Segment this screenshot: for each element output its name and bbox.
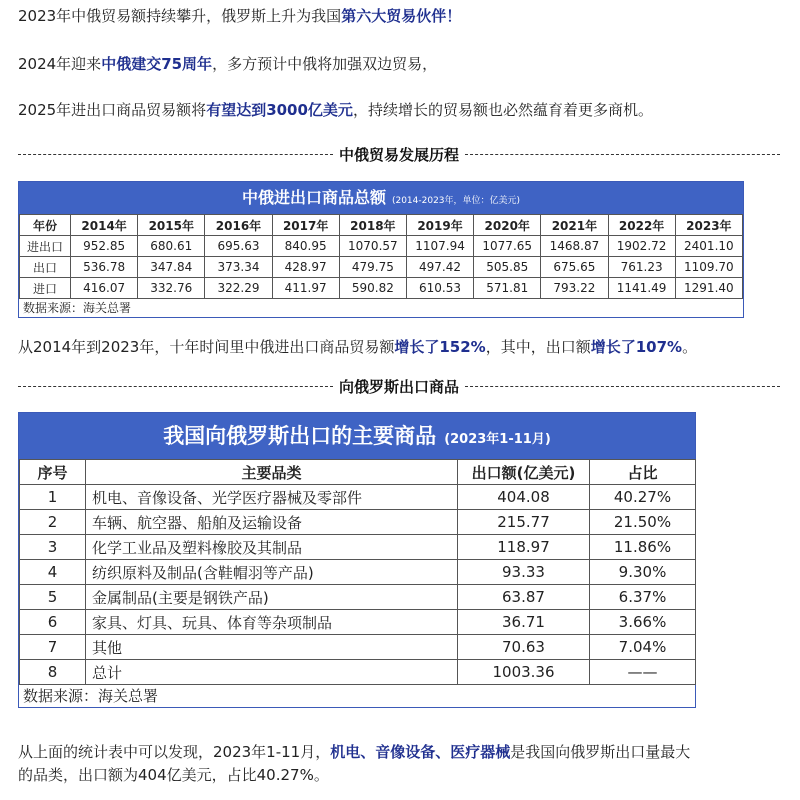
row-category: 车辆、航空器、船舶及运输设备 — [86, 510, 458, 535]
header-amount: 出口额(亿美元) — [458, 460, 590, 485]
row-index: 2 — [20, 510, 86, 535]
row-amount: 215.77 — [458, 510, 590, 535]
table-row — [20, 560, 696, 585]
table-cell: 675.65 — [541, 257, 608, 278]
table-cell: 1141.49 — [608, 278, 675, 299]
row-amount: 404.08 — [458, 485, 590, 510]
table-cell: 610.53 — [406, 278, 473, 299]
table-cell: 1902.72 — [608, 236, 675, 257]
row-share: 7.04% — [590, 635, 696, 660]
header-year: 2016年 — [205, 215, 272, 236]
conclusion-highlight: 机电、音像设备、医疗器械 — [330, 743, 511, 761]
table-cell: 1070.57 — [339, 236, 406, 257]
row-category: 金属制品(主要是钢铁产品) — [86, 585, 458, 610]
intro-line-2-text-c: ，多方预计中俄将加强双边贸易， — [212, 55, 438, 73]
intro-line-2-text-a: 2024年迎来 — [18, 55, 102, 73]
conclusion-line-2 — [18, 765, 329, 785]
row-category: 其他 — [86, 635, 458, 660]
growth-text-c: ，其中，出口额 — [485, 338, 591, 356]
header-year: 2015年 — [138, 215, 205, 236]
table-cell: 479.75 — [339, 257, 406, 278]
table-cell: 373.34 — [205, 257, 272, 278]
row-share: 6.37% — [590, 585, 696, 610]
row-category: 化学工业品及塑料橡胶及其制品 — [86, 535, 458, 560]
header-year: 2014年 — [71, 215, 138, 236]
header-year-label: 年份 — [20, 215, 71, 236]
header-category: 主要品类 — [86, 460, 458, 485]
export-goods-grid — [19, 459, 696, 685]
table-cell: 505.85 — [474, 257, 541, 278]
row-share: 21.50% — [590, 510, 696, 535]
row-share: 40.27% — [590, 485, 696, 510]
export-goods-table-caption — [19, 413, 695, 459]
trade-total-table-subtitle: (2014-2023年，单位：亿美元) — [391, 196, 521, 206]
row-amount: 93.33 — [458, 560, 590, 585]
divider-dash-left — [18, 386, 333, 387]
row-category: 纺织原料及制品(含鞋帽羽等产品) — [86, 560, 458, 585]
growth-text-e: 。 — [682, 338, 698, 356]
section-title-trade-history: 中俄贸易发展历程 — [339, 146, 460, 164]
header-year: 2018年 — [339, 215, 406, 236]
row-share: 3.66% — [590, 610, 696, 635]
table-row — [20, 236, 743, 257]
table-cell: 1107.94 — [406, 236, 473, 257]
table-row — [20, 610, 696, 635]
row-share: 9.30% — [590, 560, 696, 585]
trade-total-table-title: 中俄进出口商品总额 — [241, 188, 386, 207]
trade-total-header-row — [20, 215, 743, 236]
conclusion-text-line2: 的品类，出口额为404亿美元，占比40.27%。 — [18, 766, 329, 784]
row-index: 1 — [20, 485, 86, 510]
section-divider-trade-history — [18, 144, 780, 165]
table-row — [20, 278, 743, 299]
intro-line-1-text: 2023年中俄贸易额持续攀升，俄罗斯上升为我国 — [18, 7, 342, 25]
growth-highlight-total: 增长了152% — [394, 338, 486, 356]
row-index: 7 — [20, 635, 86, 660]
row-index: 4 — [20, 560, 86, 585]
row-category: 总计 — [86, 660, 458, 685]
table-row — [20, 485, 696, 510]
intro-line-3 — [18, 100, 653, 120]
table-cell: 1468.87 — [541, 236, 608, 257]
table-cell: 332.76 — [138, 278, 205, 299]
row-share: 11.86% — [590, 535, 696, 560]
trade-total-grid — [19, 214, 743, 299]
table-row — [20, 535, 696, 560]
row-category: 机电、音像设备、光学医疗器械及零部件 — [86, 485, 458, 510]
conclusion-text-c: 是我国向俄罗斯出口量最大 — [510, 743, 691, 761]
header-year: 2019年 — [406, 215, 473, 236]
intro-line-2-highlight: 中俄建交75周年 — [101, 55, 213, 73]
trade-total-table — [18, 181, 744, 318]
table-cell: 793.22 — [541, 278, 608, 299]
table-cell: 536.78 — [71, 257, 138, 278]
row-amount: 118.97 — [458, 535, 590, 560]
row-amount: 70.63 — [458, 635, 590, 660]
row-index: 3 — [20, 535, 86, 560]
intro-line-1-highlight: 第六大贸易伙伴！ — [341, 7, 462, 25]
intro-line-3-text-a: 2025年进出口商品贸易额将 — [18, 101, 207, 119]
row-amount: 63.87 — [458, 585, 590, 610]
divider-dash-right — [465, 386, 780, 387]
row-label: 进口 — [20, 278, 71, 299]
header-index: 序号 — [20, 460, 86, 485]
row-index: 5 — [20, 585, 86, 610]
table-row — [20, 510, 696, 535]
table-row — [20, 257, 743, 278]
table-cell: 322.29 — [205, 278, 272, 299]
intro-line-3-highlight: 有望达到3000亿美元 — [206, 101, 353, 119]
table-cell: 497.42 — [406, 257, 473, 278]
header-year: 2023年 — [675, 215, 742, 236]
table-cell: 1077.65 — [474, 236, 541, 257]
trade-total-source: 数据来源：海关总署 — [23, 301, 132, 315]
table-cell: 761.23 — [608, 257, 675, 278]
section-title-exports: 向俄罗斯出口商品 — [339, 378, 460, 396]
row-index: 8 — [20, 660, 86, 685]
table-cell: 1109.70 — [675, 257, 742, 278]
table-row — [20, 585, 696, 610]
table-cell: 2401.10 — [675, 236, 742, 257]
export-goods-table — [18, 412, 696, 708]
intro-line-1 — [18, 6, 461, 26]
table-cell: 428.97 — [272, 257, 339, 278]
trade-total-table-caption — [19, 182, 743, 214]
row-category: 家具、灯具、玩具、体育等杂项制品 — [86, 610, 458, 635]
export-goods-source: 数据来源：海关总署 — [23, 687, 159, 705]
growth-summary — [18, 337, 697, 357]
table-row — [20, 635, 696, 660]
row-label: 进出口 — [20, 236, 71, 257]
export-goods-header-row — [20, 460, 696, 485]
divider-dash-right — [465, 154, 780, 155]
row-index: 6 — [20, 610, 86, 635]
divider-dash-left — [18, 154, 333, 155]
growth-highlight-export: 增长了107% — [590, 338, 683, 356]
table-cell: 416.07 — [71, 278, 138, 299]
table-cell: 840.95 — [272, 236, 339, 257]
table-cell: 571.81 — [474, 278, 541, 299]
intro-line-3-text-c: ，持续增长的贸易额也必然蕴育着更多商机。 — [352, 101, 653, 119]
row-amount: 1003.36 — [458, 660, 590, 685]
header-year: 2020年 — [474, 215, 541, 236]
header-share: 占比 — [590, 460, 696, 485]
intro-line-2 — [18, 54, 437, 74]
table-cell: 1291.40 — [675, 278, 742, 299]
table-cell: 695.63 — [205, 236, 272, 257]
export-goods-table-title: 我国向俄罗斯出口的主要商品 — [163, 424, 437, 448]
table-row — [20, 660, 696, 685]
header-year: 2017年 — [272, 215, 339, 236]
conclusion-line-1 — [18, 742, 690, 762]
table-cell: 411.97 — [272, 278, 339, 299]
export-goods-table-subtitle: (2023年1-11月) — [444, 432, 551, 447]
conclusion-text-a: 从上面的统计表中可以发现，2023年1-11月， — [18, 743, 331, 761]
header-year: 2022年 — [608, 215, 675, 236]
growth-text-a: 从2014年到2023年，十年时间里中俄进出口商品贸易额 — [18, 338, 395, 356]
section-divider-exports — [18, 376, 780, 397]
table-cell: 680.61 — [138, 236, 205, 257]
row-share: —— — [590, 660, 696, 685]
table-cell: 590.82 — [339, 278, 406, 299]
row-label: 出口 — [20, 257, 71, 278]
row-amount: 36.71 — [458, 610, 590, 635]
table-cell: 347.84 — [138, 257, 205, 278]
table-cell: 952.85 — [71, 236, 138, 257]
header-year: 2021年 — [541, 215, 608, 236]
